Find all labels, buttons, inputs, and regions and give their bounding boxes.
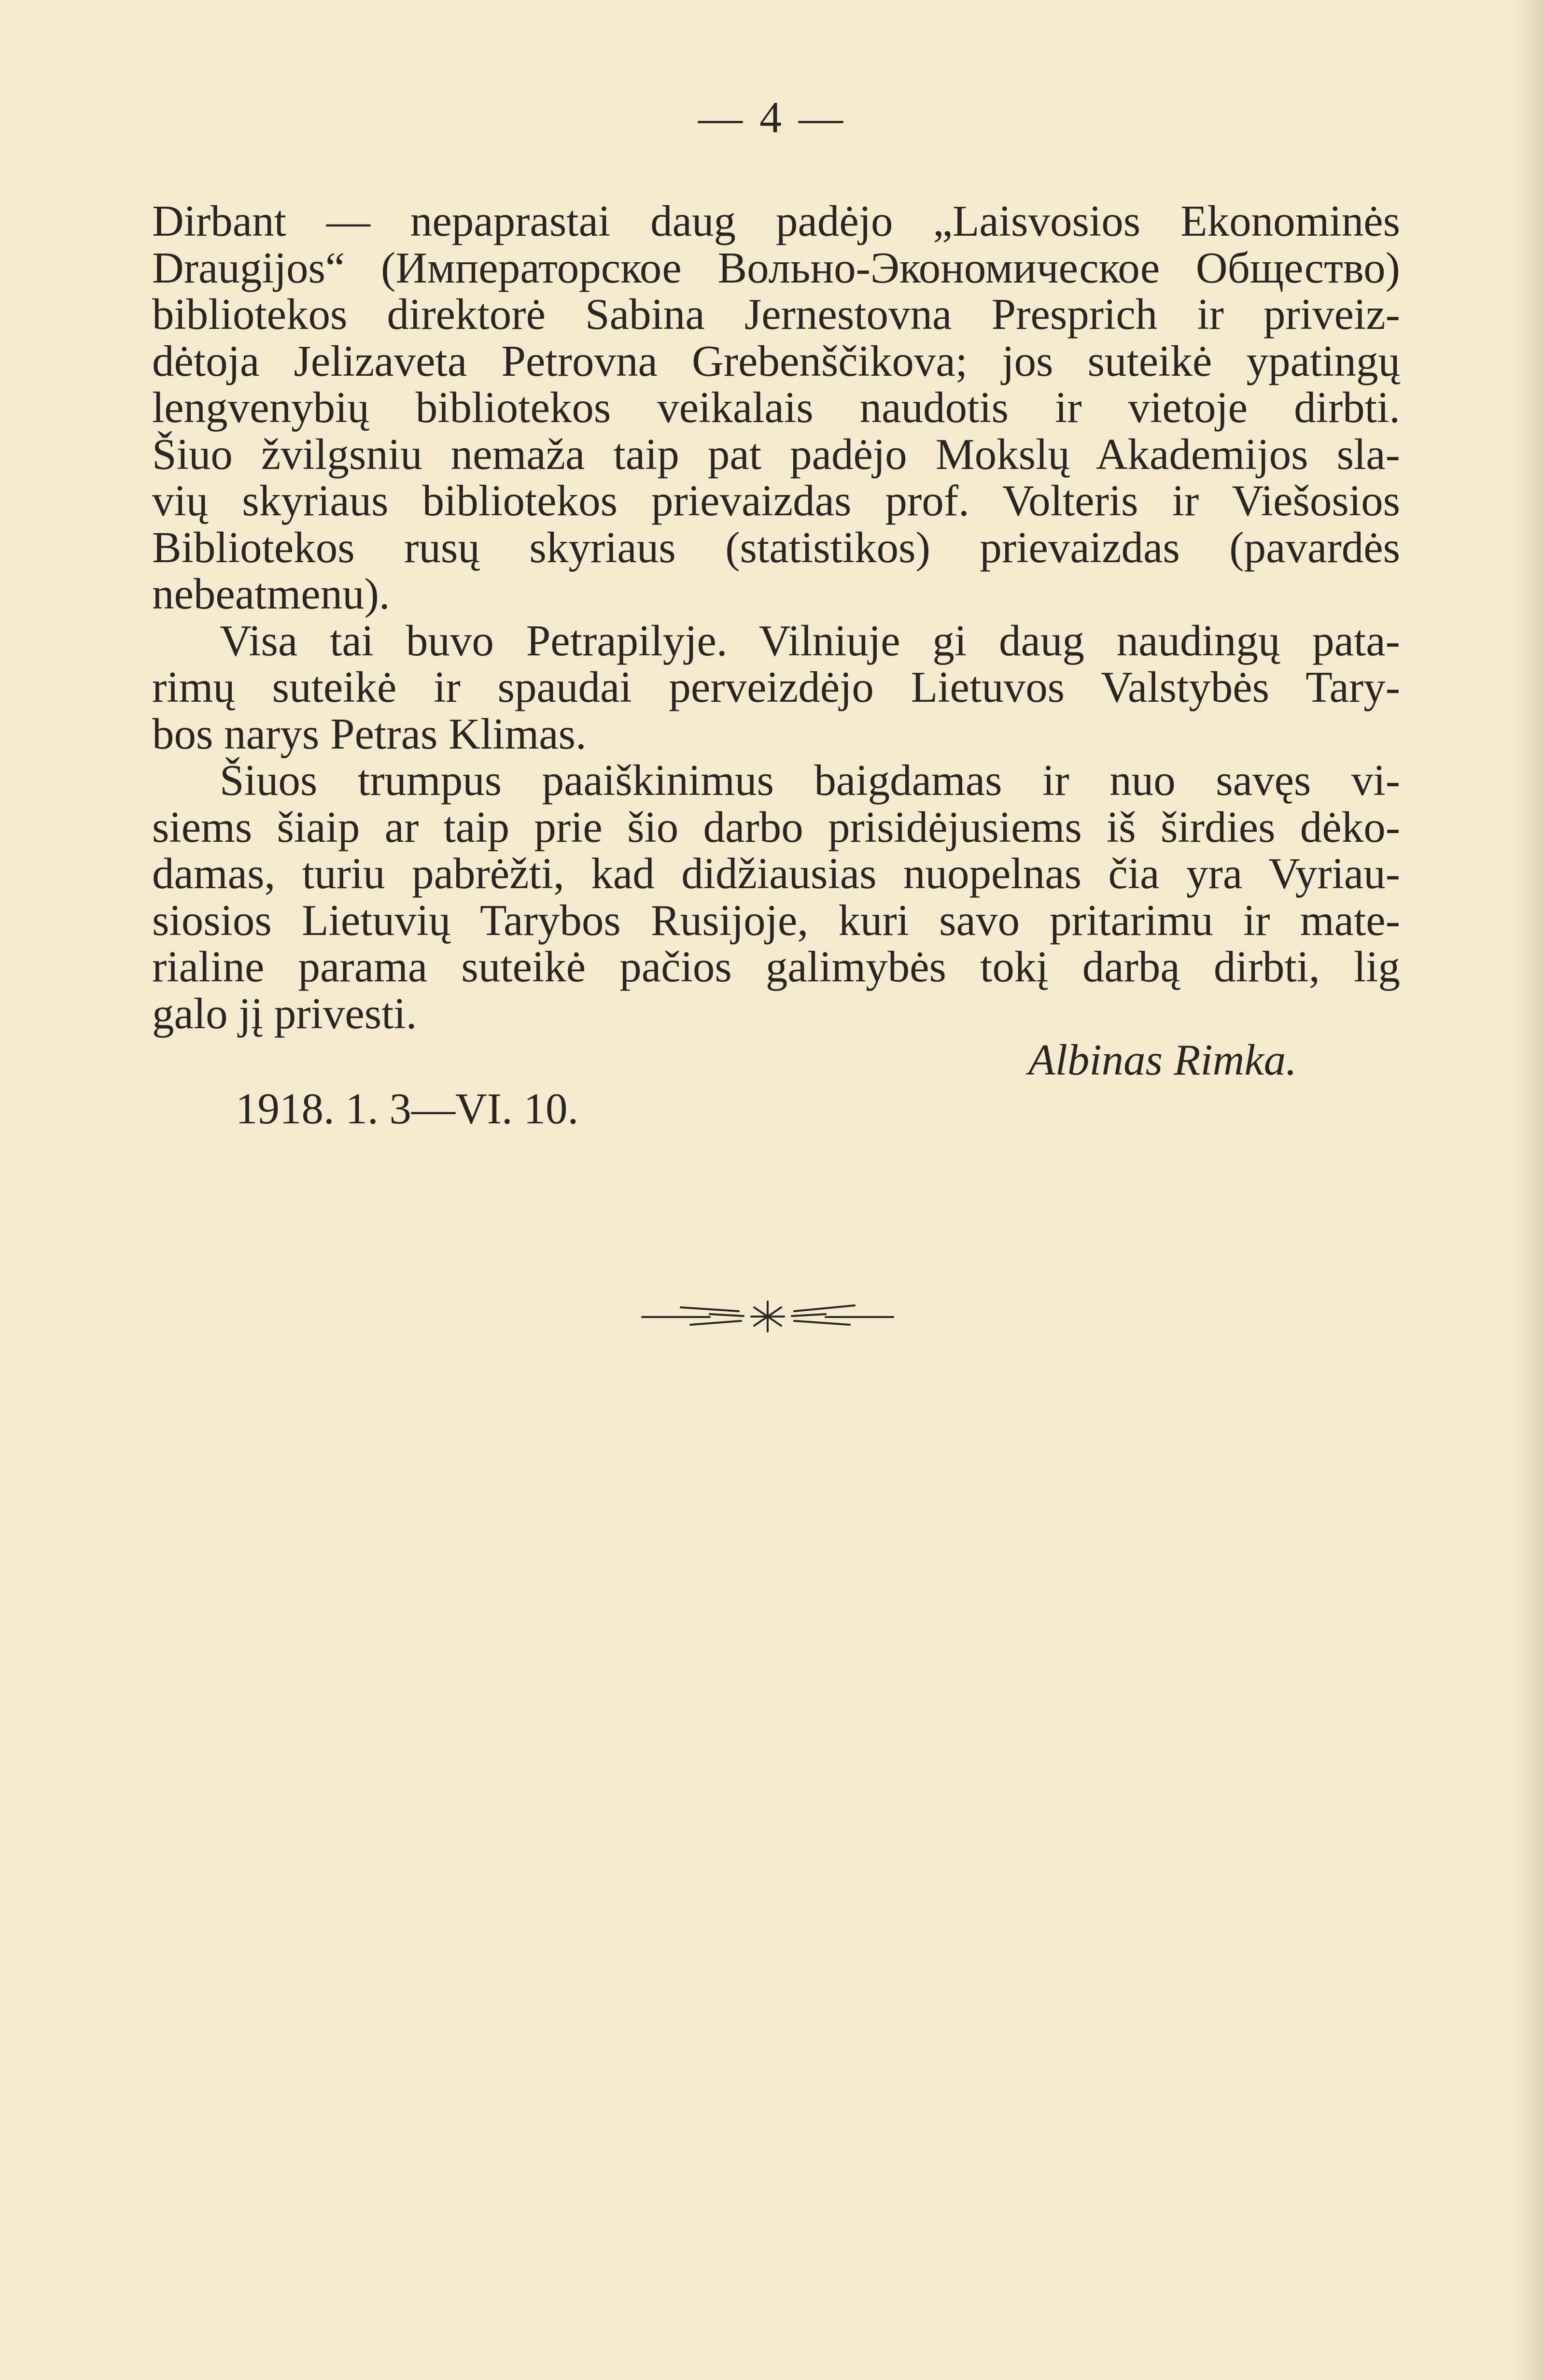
page-number: — 4 — [698,93,846,142]
text-line: rimų suteikė ir spaudai perveizdėjo Lietuvos Valstybės Tary- [152,663,1400,711]
decorative-ornament-icon [637,1297,898,1335]
text-line: lengvenybių bibliotekos veikalais naudotis ir vietoje dirbti. [152,383,1400,432]
text-line: vių skyriaus bibliotekos prievaizdas prof. Volteris ir Viešosios [152,476,1400,525]
text-line: bos narys Petras Klimas. [152,709,587,758]
page-edge-shadow [1515,0,1544,2380]
text-line: galo jį privesti. [152,989,417,1038]
text-line: dėtoja Jelizaveta Petrovna Grebenščikova; jos suteikė ypatingų [152,336,1400,385]
text-line: Dirbant — nepaprastai daug padėjo „Laisvosios Ekonominės [152,197,1400,245]
body-text [152,198,1400,1037]
text-line: Šiuo žvilgsniu nemaža taip pat padėjo Mokslų Akademijos sla- [152,429,1400,479]
text-line: rialine parama suteikė pačios galimybės tokį darbą dirbti, lig [152,942,1400,991]
text-line: nebeatmenu). [152,569,390,618]
text-line: damas, turiu pabrėžti, kad didžiausias nuopelnas čia yra Vyriau- [152,849,1400,898]
text-line: siems šiaip ar taip prie šio darbo prisidėjusiems iš širdies dėko- [152,802,1400,851]
author-signature: Albinas Rimka. [1028,1035,1297,1084]
date-line: 1918. 1. 3—VI. 10. [236,1084,579,1133]
text-line: Bibliotekos rusų skyriaus (statistikos) prievaizdas (pavardės [152,523,1400,572]
text-line: siosios Lietuvių Tarybos Rusijoje, kuri savo pritarimu ir mate- [152,895,1400,945]
text-line: Visa tai buvo Petrapilyje. Vilniuje gi daug naudingų pata- [220,616,1400,665]
text-line: bibliotekos direktorė Sabina Jernestovna Presprich ir priveiz- [152,290,1400,339]
text-line: Šiuos trumpus paaiškinimus baigdamas ir nuo savęs vi- [220,756,1400,805]
text-line: Draugijos“ (Императорское Вольно-Экономическое Общество) [152,243,1400,292]
